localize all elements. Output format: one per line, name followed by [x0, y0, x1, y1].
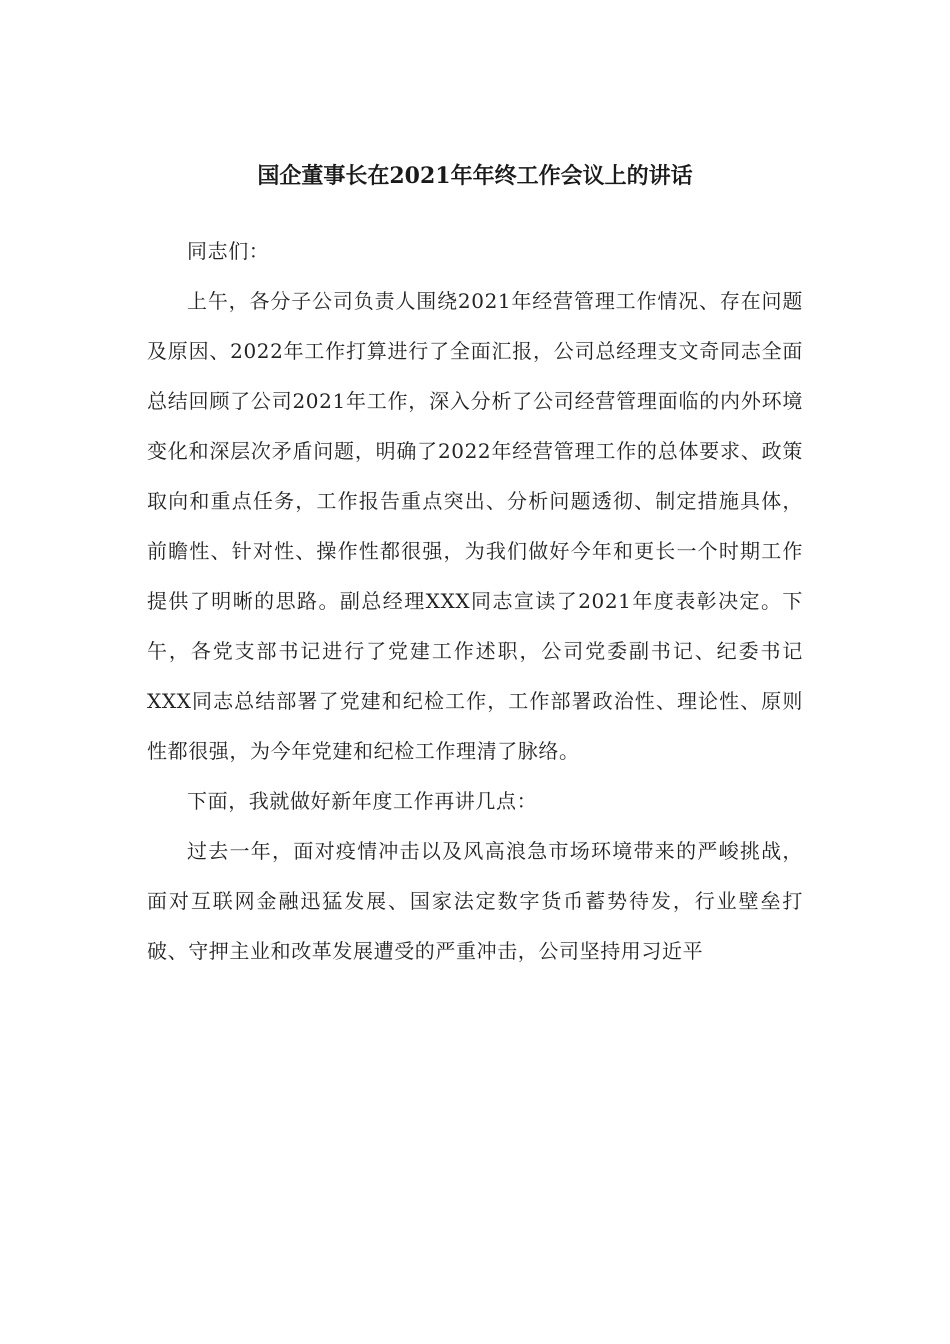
body-paragraph: 过去一年，面对疫情冲击以及风高浪急市场环境带来的严峻挑战，面对互联网金融迅猛发展、国家法定数字货币蓄势待发，行业壁垒打破、守押主业和改革发展遭受的严重冲击，公司坚持用习近平	[147, 839, 803, 963]
document-title: 国企董事长在2021年年终工作会议上的讲话	[257, 163, 693, 189]
salutation-paragraph: 同志们：	[187, 239, 270, 263]
document-body	[147, 226, 803, 976]
body-paragraph: 上午，各分子公司负责人围绕2021年经营管理工作情况、存在问题及原因、2022年工作打算进行了全面汇报，公司总经理支文奇同志全面总结回顾了公司2021年工作，深入分析了公司经营管理面临的内外环境变化和深层次矛盾问题，明确了2022年经营管理工作的总体要求、政策取向和重点任务，工作报告重点突出、分析问题透彻、制定措施具体，前瞻性、针对性、操作性都很强，为我们做好今年和更长一个时期工作提供了明晰的思路。副总经理XXX同志宣读了2021年度表彰决定。下午，各党支部书记进行了党建工作述职，公司党委副书记、纪委书记XXX同志总结部署了党建和纪检工作，工作部署政治性、理论性、原则性都很强，为今年党建和纪检工作理清了脉络。	[147, 289, 803, 763]
body-paragraph: 下面，我就做好新年度工作再讲几点：	[187, 789, 538, 813]
